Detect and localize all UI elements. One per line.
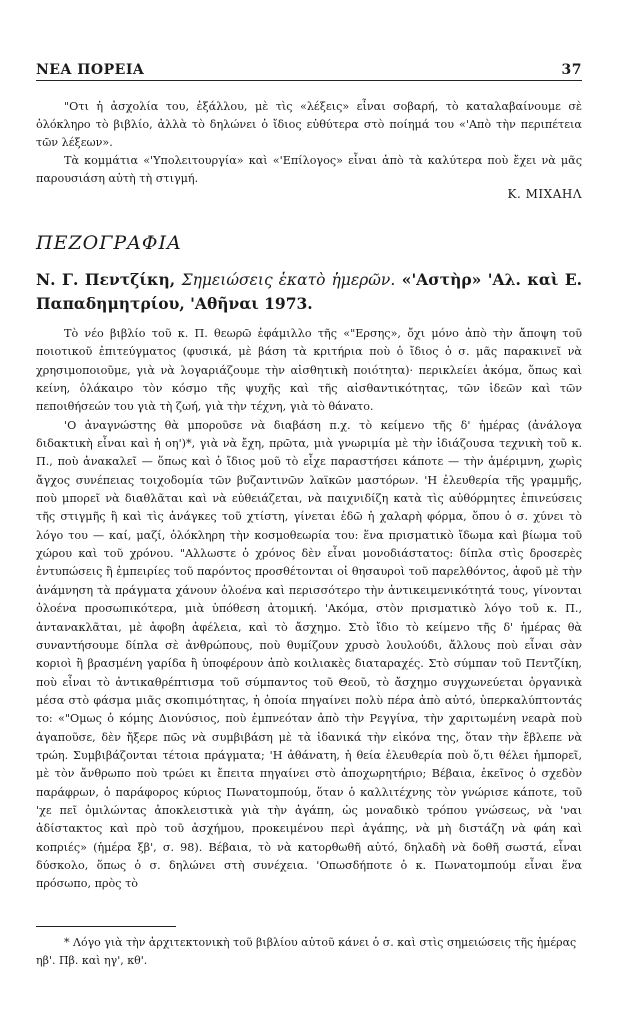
footnote-rule xyxy=(36,926,176,927)
footnote-text: * Λόγο γιὰ τὴν ἀρχιτεκτονικὴ τοῦ βιβλίου αὐτοῦ κάνει ὁ σ. καὶ στὶς σημειώσεις τῆς ἡμέρας ηβ'. Πβ. καὶ ηγ', κθ'. xyxy=(36,936,577,967)
intro-text xyxy=(36,98,582,188)
footnote xyxy=(36,934,582,970)
header-rule xyxy=(36,80,582,81)
review-signature: Κ. ΜΙΧΑΗΛ xyxy=(507,187,582,201)
book-title: Σημειώσεις ἑκατὸ ἡμερῶν. xyxy=(181,271,396,289)
review-body xyxy=(36,325,582,894)
intro-paragraph: Τὰ κομμάτια «'Υπολειτουργία» καὶ «'Επίλογος» εἶναι ἀπὸ τὰ καλύτερα ποὺ ἔχει νὰ μᾶς παρουσιάση αὐτὴ τὴ στιγμή. xyxy=(36,154,582,185)
section-title: ΠΕΖΟΓΡΑΦΙΑ xyxy=(36,232,182,254)
journal-title: ΝΕΑ ΠΟΡΕΙΑ xyxy=(36,62,145,78)
book-author: Ν. Γ. Πεντζίκη, xyxy=(36,270,176,289)
body-paragraph: Τὸ νέο βιβλίο τοῦ κ. Π. θεωρῶ ἐφάμιλλο τῆς «"Ερσης», ὄχι μόνο ἀπὸ τὴν ἄποψη τοῦ ποιοτικοῦ ἐπιτεύγματος (φυσικά, μὲ βάση τὰ κριτήρια ποὺ ὁ ἴδιος ὁ σ. μᾶς παρακινεῖ νὰ χρησιμοποιοῦμε, γιὰ νὰ λογαριάζουμε τὴν αἰσθητικὴ ποιότητα)· περικλείει ἀκόμα, ὅπως καὶ κείνη, ὁλάκαιρο τὸν κόσμο τῆς ψυχῆς καὶ τῆς αἰσθαντικότητας, τῶν ἰδεῶν καὶ τῶν πεποιθήσεών του γιὰ τὴ ζωή, γιὰ τὴν τέχνη, γιὰ τὸ θάνατο. xyxy=(36,327,582,414)
intro-paragraph: "Οτι ἡ ἀσχολία του, ἐξάλλου, μὲ τὶς «λέξεις» εἶναι σοβαρή, τὸ καταλαβαίνουμε σὲ ὁλόκληρο τὸ βιβλίο, ἀλλὰ τὸ δηλώνει ὁ ἴδιος εὐθύτερα στὸ ποίημά του «'Απὸ τὴν περιπέτεια τῶν λέξεων». xyxy=(36,100,582,149)
book-reference xyxy=(36,268,582,316)
page-number: 37 xyxy=(561,62,582,78)
book-publisher: «'Αστὴρ» 'Αλ. καὶ Ε. Παπαδημητρίου, 'Αθῆναι 1973. xyxy=(36,270,583,313)
running-header xyxy=(36,56,582,78)
body-paragraph: 'Ο ἀναγνώστης θὰ μποροῦσε νὰ διαβάση π.χ. τὸ κείμενο τῆς δ' ἡμέρας (ἀνάλογα διδακτικὴ εἶναι καὶ ἡ οη')*, γιὰ νὰ ἔχη, πρῶτα, μιὰ γνωριμία μὲ τὴν ἰδιάζουσα τεχνικὴ τοῦ κ. Π., ποὺ ἀνακαλεῖ — ὅπως καὶ ὁ ἴδιος μοῦ τὸ εἶχε παραστήσει κάποτε — τὴν ἀμέριμνη, χωρὶς ἄγχος συνέπειας τοιχοδομία τῶν βυζαντινῶν λαϊκῶν μαστόρων. 'Η ἐλευθερία τῆς γραμμῆς, ποὺ μπορεῖ νὰ διαθλᾶται καὶ νὰ εὐθειάζεται, νὰ παιχνιδίζη κατὰ τὶς αὐθόρμητες ἐπινεύσεις τῆς στιγμῆς ἢ καὶ τὶς ἀνάγκες τοῦ χτίστη, γίνεται ἐδῶ ἡ χαλαρὴ φόρμα, ὅπου ὁ σ. χύνει τὸ λόγο του — καί, μαζί, ὁλόκληρη τὴν κοσμοθεωρία του: ἕνα πρισματικὸ ἴδωμα καὶ βίωμα τοῦ χώρου καὶ τοῦ χρόνου. "Αλλωστε ὁ χρόνος δὲν εἶναι μονοδιάστατος: δίπλα στὶς δροσερὲς ἐντυπώσεις ἢ ἐμπειρίες τοῦ παρόντος προσθέτονται οἱ θησαυροὶ τοῦ παρελθόντος, ἀφοῦ μὲ τὴν ἀνάμνηση τὰ πράγματα χάνουν ὁλοένα καὶ περισσότερο τὴν ἀντικειμενικότητά τους, γίνονται ὁλοένα προσωπικότερα, μιὰ ὑπόθεση ἀτομική. 'Ακόμα, στὸν πρισματικὸ λόγο τοῦ κ. Π., ἀντανακλᾶται, μὲ ἀφοβη ἀφέλεια, καὶ τὸ ἄσχημο. Στὸ ἴδιο τὸ κείμενο τῆς δ' ἡμέρας θὰ συναντήσουμε δίπλα σὲ ἀνθρώπους, ποὺ θυμίζουν χρυσὸ λουλούδι, ἄλλους ποὺ εἶναι σὰν κοριοὶ ἢ βρασμένη γαρίδα ἢ ὑποφέρουν ἀπὸ κοιλιακὲς διαταραχές. Στὸ σύμπαν τοῦ Πεντζίκη, ποὺ εἶναι τὸ ἀντικαθρέπτισμα τοῦ σύμπαντος τοῦ Θεοῦ, τὸ ἄσχημο συγχωνεύεται ὀργανικὰ μέσα στὸ φάσμα μιᾶς σκοπιμότητας, ἡ ὁποία πηγαίνει πολὺ πέρα ἀπὸ αὐτό, ὑπερκαλύπτοντάς το: «"Ομως ὁ κόμης Διονύσιος, ποὺ ἐμπνεόταν ἀπὸ τὴν Ρεγγίνα, τὴν χαριτωμένη νεαρὰ ποὺ ἀγαποῦσε, δὲν ἤξερε πῶς νὰ συμβιβάση μὲ τὰ ἰδανικά τὴν εἰκόνα της, ὅταν τὴν ἔβλεπε νὰ τρώη. Συμβιβάζονται τέτοια πράγματα; 'Η ἀθάνατη, ἡ θεία ἐλευθερία ποὺ ὅ,τι θέλει ἠμπορεῖ, μὲ τὸν ἄνθρωπο ποὺ τρώει κι ἔπειτα πηγαίνει στὸ ἀποχωρητήριο; Βέβαια, ἐκεῖνος ὁ σχεδὸν παράφρων, ὁ παράφορος κύριος Πωνατομπούμ, ὅταν ὁ καλλιτέχνης τὸν γνώρισε κάποτε, τοῦ 'χε πεῖ ὁμιλώντας ἀποκλειστικὰ γιὰ τὴν ἀγάπη, ὡς μοναδικὸ τρόπου γνώσεως, νὰ 'ναι ἀδίστακτος καὶ πρὸ τοῦ ἀσχήμου, προκειμένου περὶ ἀγάπης, νὰ μὴ διστάζη νὰ φάη καὶ κοπριές» (ἡμέρα ξβ', σ. 98). Βέβαια, τὸ νὰ κατορθωθῆ αὐτό, δηλαδὴ νὰ δοθῆ σωστά, εἶναι δύσκολο, ὅπως ὁ σ. δηλώνει στὴ συνέχεια. 'Οπωσδήποτε ὁ κ. Πωνατομπούμ εἶναι ἕνα πρόσωπο, πρὸς τὸ xyxy=(36,418,582,891)
